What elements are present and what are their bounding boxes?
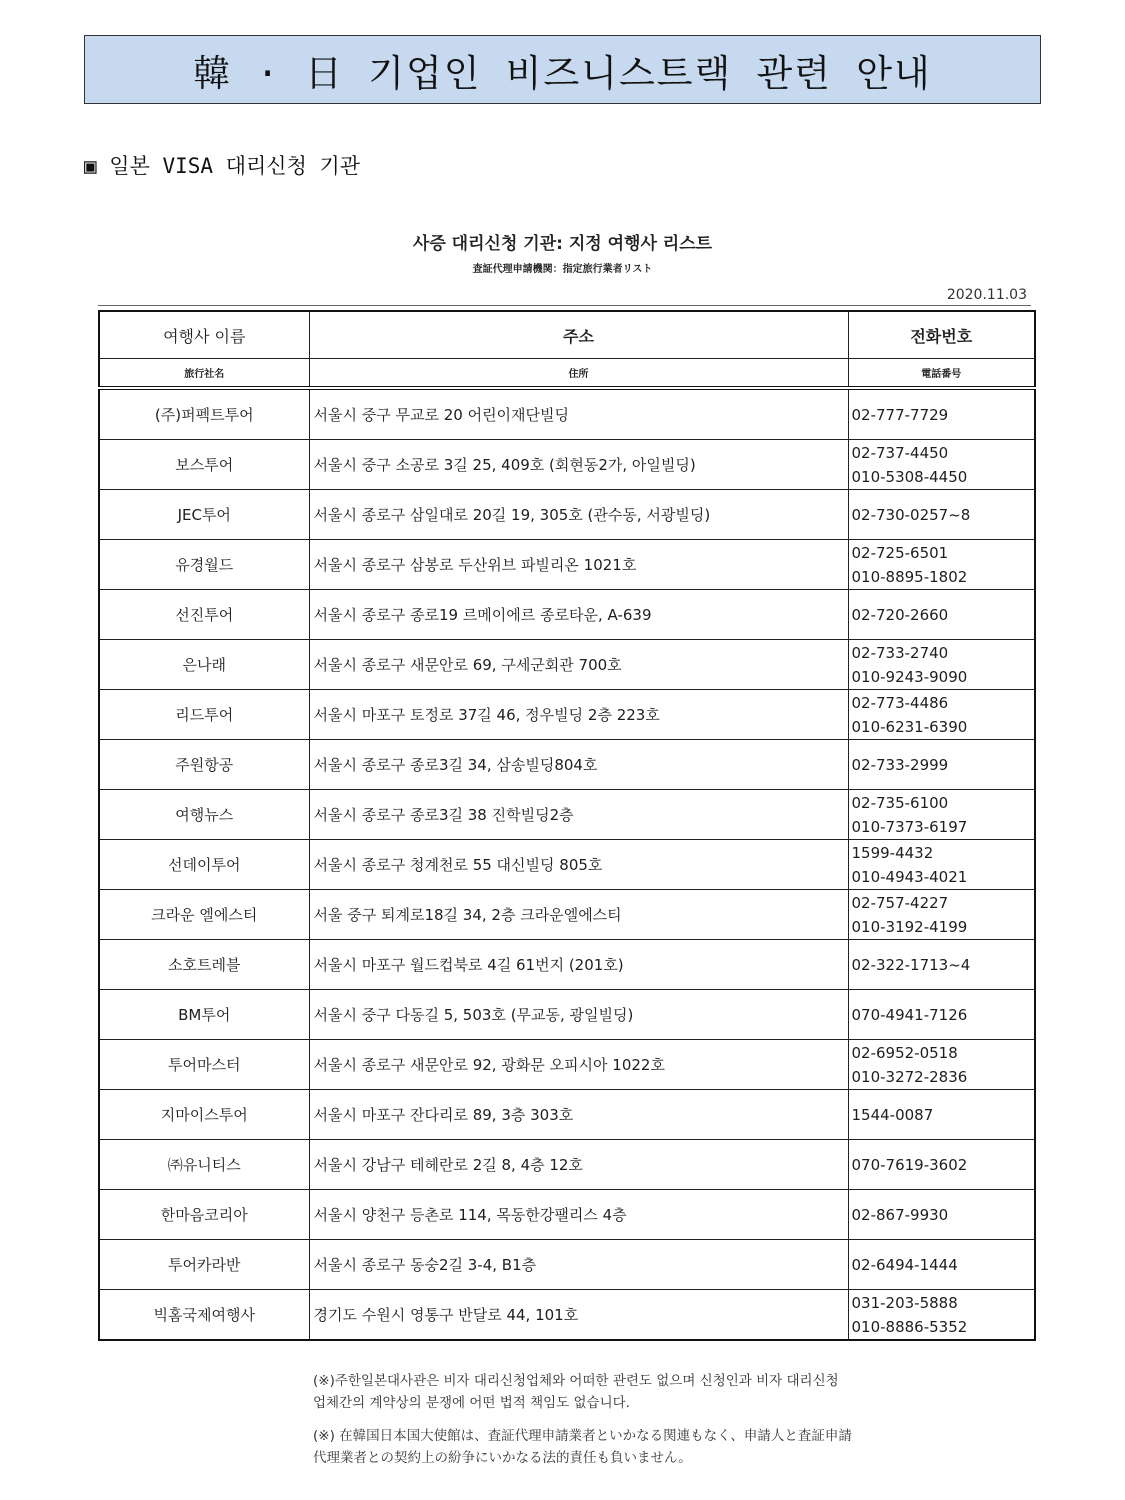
document-title-box <box>84 35 1041 104</box>
agency-name: 선데이투어 <box>99 840 309 890</box>
phone-secondary: 010-9243-9090 <box>851 667 968 686</box>
phone-primary: 070-7619-3602 <box>851 1155 968 1174</box>
agency-phone <box>848 1040 1035 1090</box>
agency-phone <box>848 1240 1035 1290</box>
agency-address: 서울시 마포구 토정로 37길 46, 정우빌딩 2층 223호 <box>309 690 848 740</box>
phone-secondary: 010-8886-5352 <box>851 1317 968 1336</box>
agency-name: 지마이스투어 <box>99 1090 309 1140</box>
agency-phone <box>848 490 1035 540</box>
agency-name: 선진투어 <box>99 590 309 640</box>
table-row <box>99 990 1035 1040</box>
divider <box>98 305 1031 306</box>
list-date: 2020.11.03 <box>946 287 1027 303</box>
phone-primary: 02-720-2660 <box>851 605 949 624</box>
agency-phone <box>848 690 1035 740</box>
subheader-address: 住所 <box>309 359 848 389</box>
agency-phone <box>848 790 1035 840</box>
disclaimer-ko-line2: 업체간의 계약상의 분쟁에 어떤 법적 책임도 없습니다. <box>313 1395 630 1411</box>
agency-name: 리드투어 <box>99 690 309 740</box>
agency-address: 서울시 마포구 잔다리로 89, 3층 303호 <box>309 1090 848 1140</box>
table-row <box>99 940 1035 990</box>
table-row <box>99 388 1035 440</box>
agency-address: 서울 중구 퇴계로18길 34, 2층 크라운엘에스티 <box>309 890 848 940</box>
agency-phone <box>848 640 1035 690</box>
agency-address: 서울시 중구 무교로 20 어린이재단빌딩 <box>309 388 848 440</box>
agency-address: 서울시 종로구 새문안로 92, 광화문 오피시아 1022호 <box>309 1040 848 1090</box>
table-row <box>99 1190 1035 1240</box>
agency-phone <box>848 590 1035 640</box>
phone-primary: 02-730-0257~8 <box>851 505 971 524</box>
agency-name: 보스투어 <box>99 440 309 490</box>
table-row <box>99 440 1035 490</box>
agency-address: 서울시 종로구 청계천로 55 대신빌딩 805호 <box>309 840 848 890</box>
agency-phone <box>848 440 1035 490</box>
disclaimer-japanese <box>313 1425 1033 1469</box>
agency-address: 서울시 종로구 종로19 르메이에르 종로타운, A-639 <box>309 590 848 640</box>
phone-secondary: 010-3192-4199 <box>851 917 968 936</box>
agency-phone <box>848 840 1035 890</box>
agency-name: 유경월드 <box>99 540 309 590</box>
phone-secondary: 010-6231-6390 <box>851 717 968 736</box>
phone-primary: 070-4941-7126 <box>851 1005 968 1024</box>
phone-primary: 1599-4432 <box>851 843 934 862</box>
phone-secondary: 010-4943-4021 <box>851 867 968 886</box>
document-title: 韓 · 日 기업인 비즈니스트랙 관련 안내 <box>193 51 932 95</box>
header-address: 주소 <box>309 311 848 359</box>
table-subheader-row <box>99 359 1035 389</box>
agency-name: JEC투어 <box>99 490 309 540</box>
agency-phone <box>848 990 1035 1040</box>
table-row <box>99 740 1035 790</box>
disclaimer-ja-line2: 代理業者との契約上の紛争にいかなる法的責任も負いません。 <box>313 1450 692 1466</box>
phone-primary: 02-322-1713~4 <box>851 955 971 974</box>
agency-name: 크라운 엘에스티 <box>99 890 309 940</box>
list-subtitle: 査証代理申請機関：指定旅行業者リスト <box>472 264 653 275</box>
agency-name: 주원항공 <box>99 740 309 790</box>
agency-name: 은나래 <box>99 640 309 690</box>
agency-phone <box>848 740 1035 790</box>
table-row <box>99 540 1035 590</box>
table-row <box>99 490 1035 540</box>
agency-address: 서울시 종로구 삼일대로 20길 19, 305호 (관수동, 서광빌딩) <box>309 490 848 540</box>
agency-name: 한마음코리아 <box>99 1190 309 1240</box>
table-row <box>99 890 1035 940</box>
phone-primary: 02-737-4450 <box>851 443 949 462</box>
agency-phone <box>848 1290 1035 1341</box>
agency-address: 경기도 수원시 영통구 반달로 44, 101호 <box>309 1290 848 1341</box>
agency-phone <box>848 940 1035 990</box>
agency-address: 서울시 강남구 테헤란로 2길 8, 4층 12호 <box>309 1140 848 1190</box>
table-header-row <box>99 311 1035 359</box>
header-phone: 전화번호 <box>848 311 1035 359</box>
agency-table <box>98 310 1036 1341</box>
disclaimer-ja-line1: (※) 在韓国日本国大使館は、査証代理申請業者といかなる関連もなく、申請人と査証申請 <box>313 1428 852 1444</box>
agency-address: 서울시 양천구 등촌로 114, 목동한강팰리스 4층 <box>309 1190 848 1240</box>
phone-secondary: 010-8895-1802 <box>851 567 968 586</box>
section-heading: ▣ 일본 VISA 대리신청 기관 <box>84 154 361 178</box>
agency-address: 서울시 종로구 동숭2길 3-4, B1층 <box>309 1240 848 1290</box>
phone-primary: 02-757-4227 <box>851 893 949 912</box>
phone-primary: 02-6952-0518 <box>851 1043 958 1062</box>
agency-name: 소호트레블 <box>99 940 309 990</box>
phone-primary: 1544-0087 <box>851 1105 934 1124</box>
table-row <box>99 840 1035 890</box>
agency-name: (주)퍼펙트투어 <box>99 388 309 440</box>
phone-primary: 02-867-9930 <box>851 1205 949 1224</box>
agency-address: 서울시 종로구 종로3길 34, 삼송빌딩804호 <box>309 740 848 790</box>
list-title: 사증 대리신청 기관: 지정 여행사 리스트 <box>412 234 713 254</box>
phone-secondary: 010-3272-2836 <box>851 1067 968 1086</box>
agency-name: ㈜유니티스 <box>99 1140 309 1190</box>
agency-name: 투어마스터 <box>99 1040 309 1090</box>
agency-name: 여행뉴스 <box>99 790 309 840</box>
agency-address: 서울시 마포구 월드컵북로 4길 61번지 (201호) <box>309 940 848 990</box>
table-row <box>99 790 1035 840</box>
table-row <box>99 690 1035 740</box>
phone-secondary: 010-5308-4450 <box>851 467 968 486</box>
disclaimer-ko-line1: (※)주한일본대사관은 비자 대리신청업체와 어떠한 관련도 없으며 신청인과 비자 대리신청 <box>313 1373 839 1389</box>
phone-primary: 031-203-5888 <box>851 1293 958 1312</box>
header-name: 여행사 이름 <box>99 311 309 359</box>
table-row <box>99 640 1035 690</box>
phone-secondary: 010-7373-6197 <box>851 817 968 836</box>
agency-phone <box>848 388 1035 440</box>
table-row <box>99 1090 1035 1140</box>
table-row <box>99 1140 1035 1190</box>
agency-name: BM투어 <box>99 990 309 1040</box>
phone-primary: 02-733-2999 <box>851 755 949 774</box>
disclaimer-korean <box>313 1370 1033 1414</box>
agency-address: 서울시 중구 소공로 3길 25, 409호 (회현동2가, 아일빌딩) <box>309 440 848 490</box>
agency-address: 서울시 종로구 종로3길 38 진학빌딩2층 <box>309 790 848 840</box>
table-row <box>99 590 1035 640</box>
phone-primary: 02-773-4486 <box>851 693 949 712</box>
agency-phone <box>848 1190 1035 1240</box>
agency-phone <box>848 890 1035 940</box>
agency-address: 서울시 종로구 새문안로 69, 구세군회관 700호 <box>309 640 848 690</box>
table-row <box>99 1290 1035 1341</box>
table-row <box>99 1040 1035 1090</box>
phone-primary: 02-733-2740 <box>851 643 949 662</box>
agency-phone <box>848 540 1035 590</box>
agency-address: 서울시 종로구 삼봉로 두산위브 파빌리온 1021호 <box>309 540 848 590</box>
phone-primary: 02-735-6100 <box>851 793 949 812</box>
agency-phone <box>848 1090 1035 1140</box>
phone-primary: 02-725-6501 <box>851 543 949 562</box>
agency-phone <box>848 1140 1035 1190</box>
table-row <box>99 1240 1035 1290</box>
subheader-phone: 電話番号 <box>848 359 1035 389</box>
phone-primary: 02-6494-1444 <box>851 1255 958 1274</box>
agency-name: 투어카라반 <box>99 1240 309 1290</box>
agency-name: 빅홈국제여행사 <box>99 1290 309 1341</box>
phone-primary: 02-777-7729 <box>851 405 949 424</box>
agency-address: 서울시 중구 다동길 5, 503호 (무교동, 광일빌딩) <box>309 990 848 1040</box>
subheader-name: 旅行社名 <box>99 359 309 389</box>
